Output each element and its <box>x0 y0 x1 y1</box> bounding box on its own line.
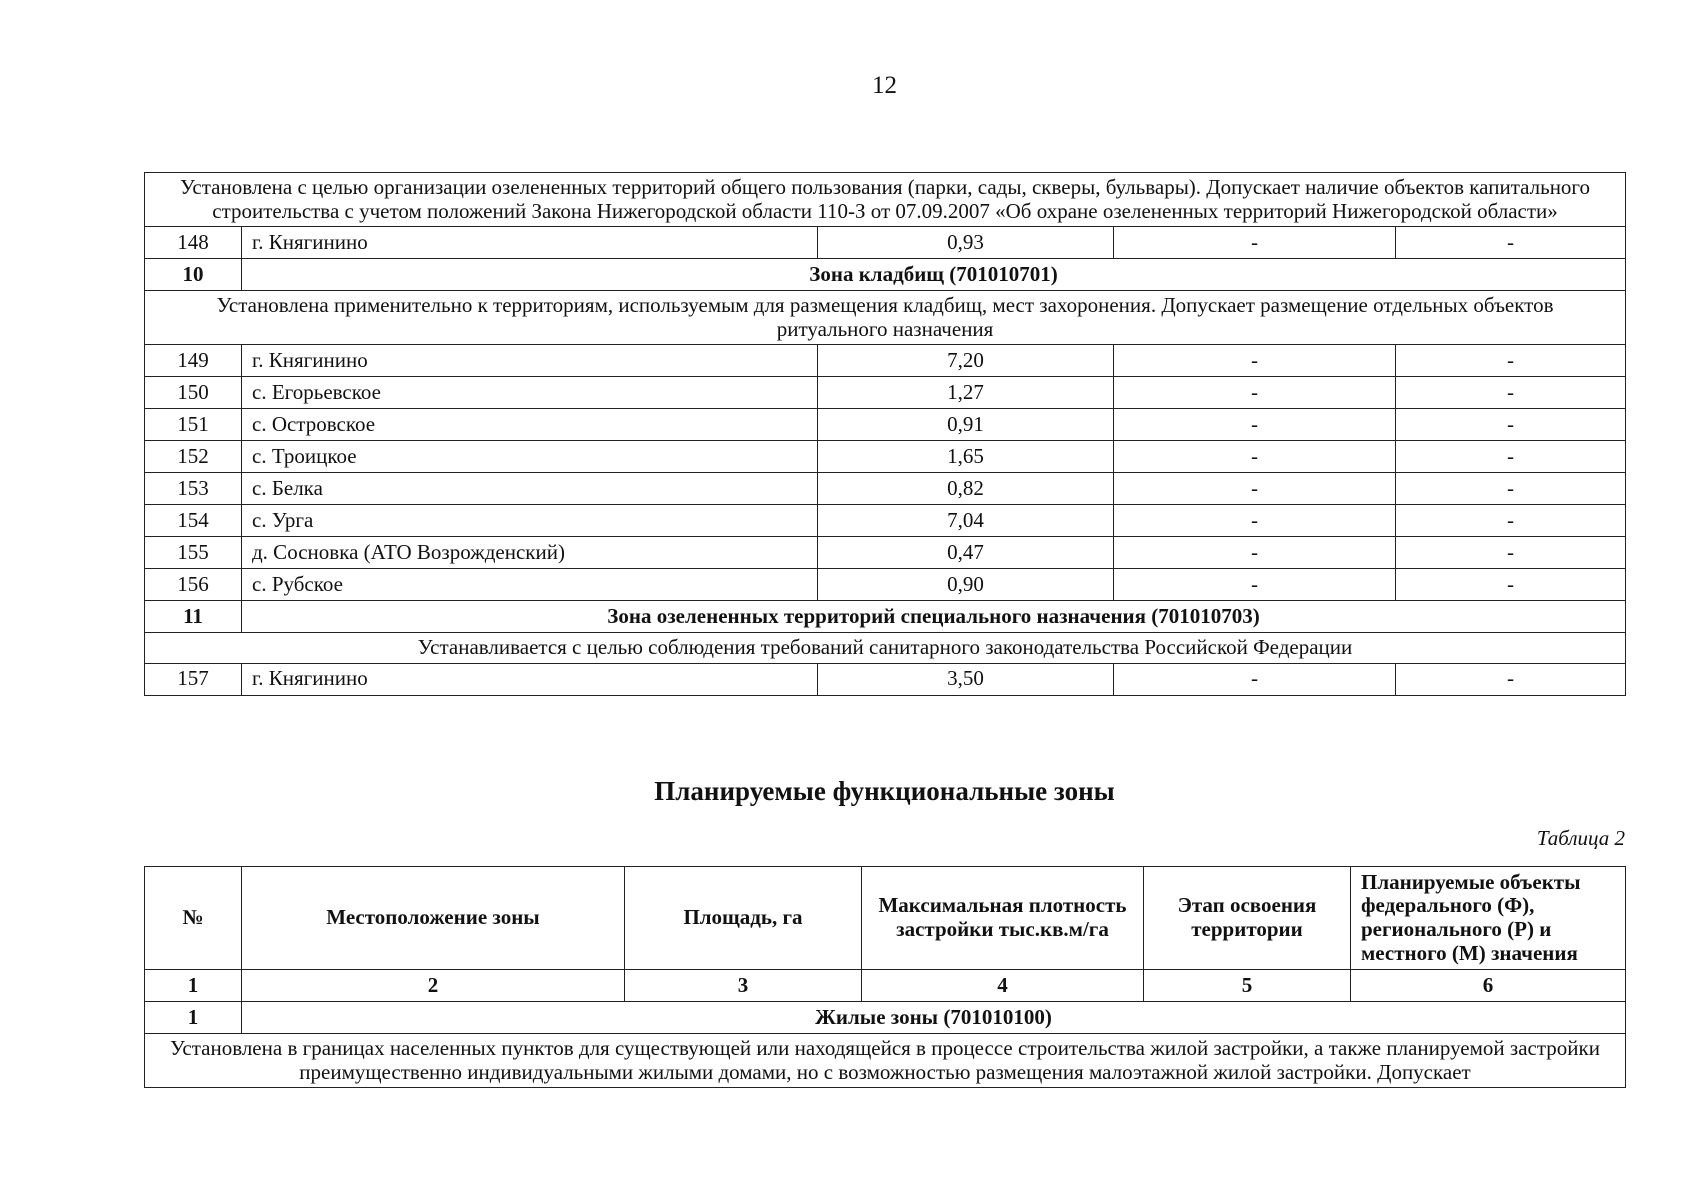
row-stage: - <box>1396 505 1626 537</box>
row-density: - <box>1114 227 1396 259</box>
row-number: 152 <box>145 441 242 473</box>
row-area: 0,93 <box>818 227 1114 259</box>
zone-description-row <box>145 291 1626 345</box>
row-number: 153 <box>145 473 242 505</box>
row-density: - <box>1114 409 1396 441</box>
row-area: 0,47 <box>818 537 1114 569</box>
zone-description: Установлена в границах населенных пунктов для существующей или находящейся в процессе строительства жилой застройки, а также планируемой застройки преимущественно индивидуальными жилыми домами, но с возможностью размещения малоэтажной жилой застройки. Допускает <box>145 1034 1626 1088</box>
row-number: 157 <box>145 663 242 695</box>
row-location: д. Сосновка (АТО Возрожденский) <box>242 537 818 569</box>
row-location: г. Княгинино <box>242 663 818 695</box>
zone-description: Установлена с целью организации озелененных территорий общего пользования (парки, сады, скверы, бульвары). Допускает наличие объектов капитального строительства с учетом положений Закона Нижегородской области 110-З от 07.09.2007 «Об охране озелененных территорий Нижегородской области» <box>145 173 1626 227</box>
header-location: Местоположение зоны <box>242 867 625 970</box>
row-stage: - <box>1396 227 1626 259</box>
row-stage: - <box>1396 473 1626 505</box>
row-area: 7,04 <box>818 505 1114 537</box>
row-location: с. Егорьевское <box>242 377 818 409</box>
header-density: Максимальная плотность застройки тыс.кв.м/га <box>862 867 1144 970</box>
table-row <box>145 377 1626 409</box>
row-number: 150 <box>145 377 242 409</box>
row-number: 155 <box>145 537 242 569</box>
row-number: 151 <box>145 409 242 441</box>
zone-title: Зона кладбищ (701010701) <box>242 259 1626 291</box>
table-row <box>145 473 1626 505</box>
row-density: - <box>1114 663 1396 695</box>
column-number-row <box>145 970 1626 1002</box>
zone-description-row <box>145 1034 1626 1088</box>
table-row <box>145 569 1626 601</box>
zone-header-row <box>145 259 1626 291</box>
table-row <box>145 227 1626 259</box>
existing-zones-table <box>144 172 1626 696</box>
planned-zones-table <box>144 866 1626 1088</box>
row-density: - <box>1114 569 1396 601</box>
table-label: Таблица 2 <box>1536 826 1625 850</box>
row-location: с. Белка <box>242 473 818 505</box>
row-number: 148 <box>145 227 242 259</box>
zone-number: 1 <box>145 1002 242 1034</box>
row-density: - <box>1114 377 1396 409</box>
row-location: с. Рубское <box>242 569 818 601</box>
table-row <box>145 409 1626 441</box>
table-row <box>145 345 1626 377</box>
section-title: Планируемые функциональные зоны <box>654 776 1115 806</box>
zone-header-row <box>145 1002 1626 1034</box>
row-location: с. Островское <box>242 409 818 441</box>
row-area: 0,91 <box>818 409 1114 441</box>
row-density: - <box>1114 537 1396 569</box>
row-number: 156 <box>145 569 242 601</box>
row-stage: - <box>1396 663 1626 695</box>
row-stage: - <box>1396 409 1626 441</box>
header-planned-objects: Планируемые объекты федерального (Ф), регионального (Р) и местного (М) значения <box>1351 867 1626 970</box>
header-number: № <box>145 867 242 970</box>
row-stage: - <box>1396 537 1626 569</box>
row-density: - <box>1114 473 1396 505</box>
zone-description: Устанавливается с целью соблюдения требований санитарного законодательства Российской Федерации <box>145 633 1626 664</box>
column-number: 1 <box>145 970 242 1002</box>
row-number: 149 <box>145 345 242 377</box>
table-row <box>145 505 1626 537</box>
row-area: 1,27 <box>818 377 1114 409</box>
row-stage: - <box>1396 441 1626 473</box>
row-density: - <box>1114 441 1396 473</box>
table-row <box>145 537 1626 569</box>
row-area: 1,65 <box>818 441 1114 473</box>
zone-description: Установлена применительно к территориям, используемым для размещения кладбищ, мест захоронения. Допускает размещение отдельных объектов ритуального назначения <box>145 291 1626 345</box>
row-location: с. Троицкое <box>242 441 818 473</box>
column-number: 5 <box>1144 970 1351 1002</box>
zone-number: 11 <box>145 601 242 633</box>
row-location: с. Урга <box>242 505 818 537</box>
row-area: 0,90 <box>818 569 1114 601</box>
zone-number: 10 <box>145 259 242 291</box>
header-area: Площадь, га <box>625 867 862 970</box>
row-location: г. Княгинино <box>242 227 818 259</box>
column-number: 2 <box>242 970 625 1002</box>
row-density: - <box>1114 505 1396 537</box>
column-number: 4 <box>862 970 1144 1002</box>
header-row <box>145 867 1626 970</box>
table-row <box>145 441 1626 473</box>
row-area: 7,20 <box>818 345 1114 377</box>
row-density: - <box>1114 345 1396 377</box>
column-number: 6 <box>1351 970 1626 1002</box>
row-stage: - <box>1396 345 1626 377</box>
row-stage: - <box>1396 377 1626 409</box>
row-location: г. Княгинино <box>242 345 818 377</box>
row-number: 154 <box>145 505 242 537</box>
zone-title: Жилые зоны (701010100) <box>242 1002 1626 1034</box>
header-stage: Этап освоения территории <box>1144 867 1351 970</box>
row-area: 0,82 <box>818 473 1114 505</box>
table-row <box>145 663 1626 695</box>
row-area: 3,50 <box>818 663 1114 695</box>
column-number: 3 <box>625 970 862 1002</box>
zone-title: Зона озелененных территорий специального назначения (701010703) <box>242 601 1626 633</box>
zone-description-row <box>145 173 1626 227</box>
row-stage: - <box>1396 569 1626 601</box>
zone-header-row <box>145 601 1626 633</box>
zone-description-row <box>145 633 1626 664</box>
page-number: 12 <box>872 72 897 99</box>
